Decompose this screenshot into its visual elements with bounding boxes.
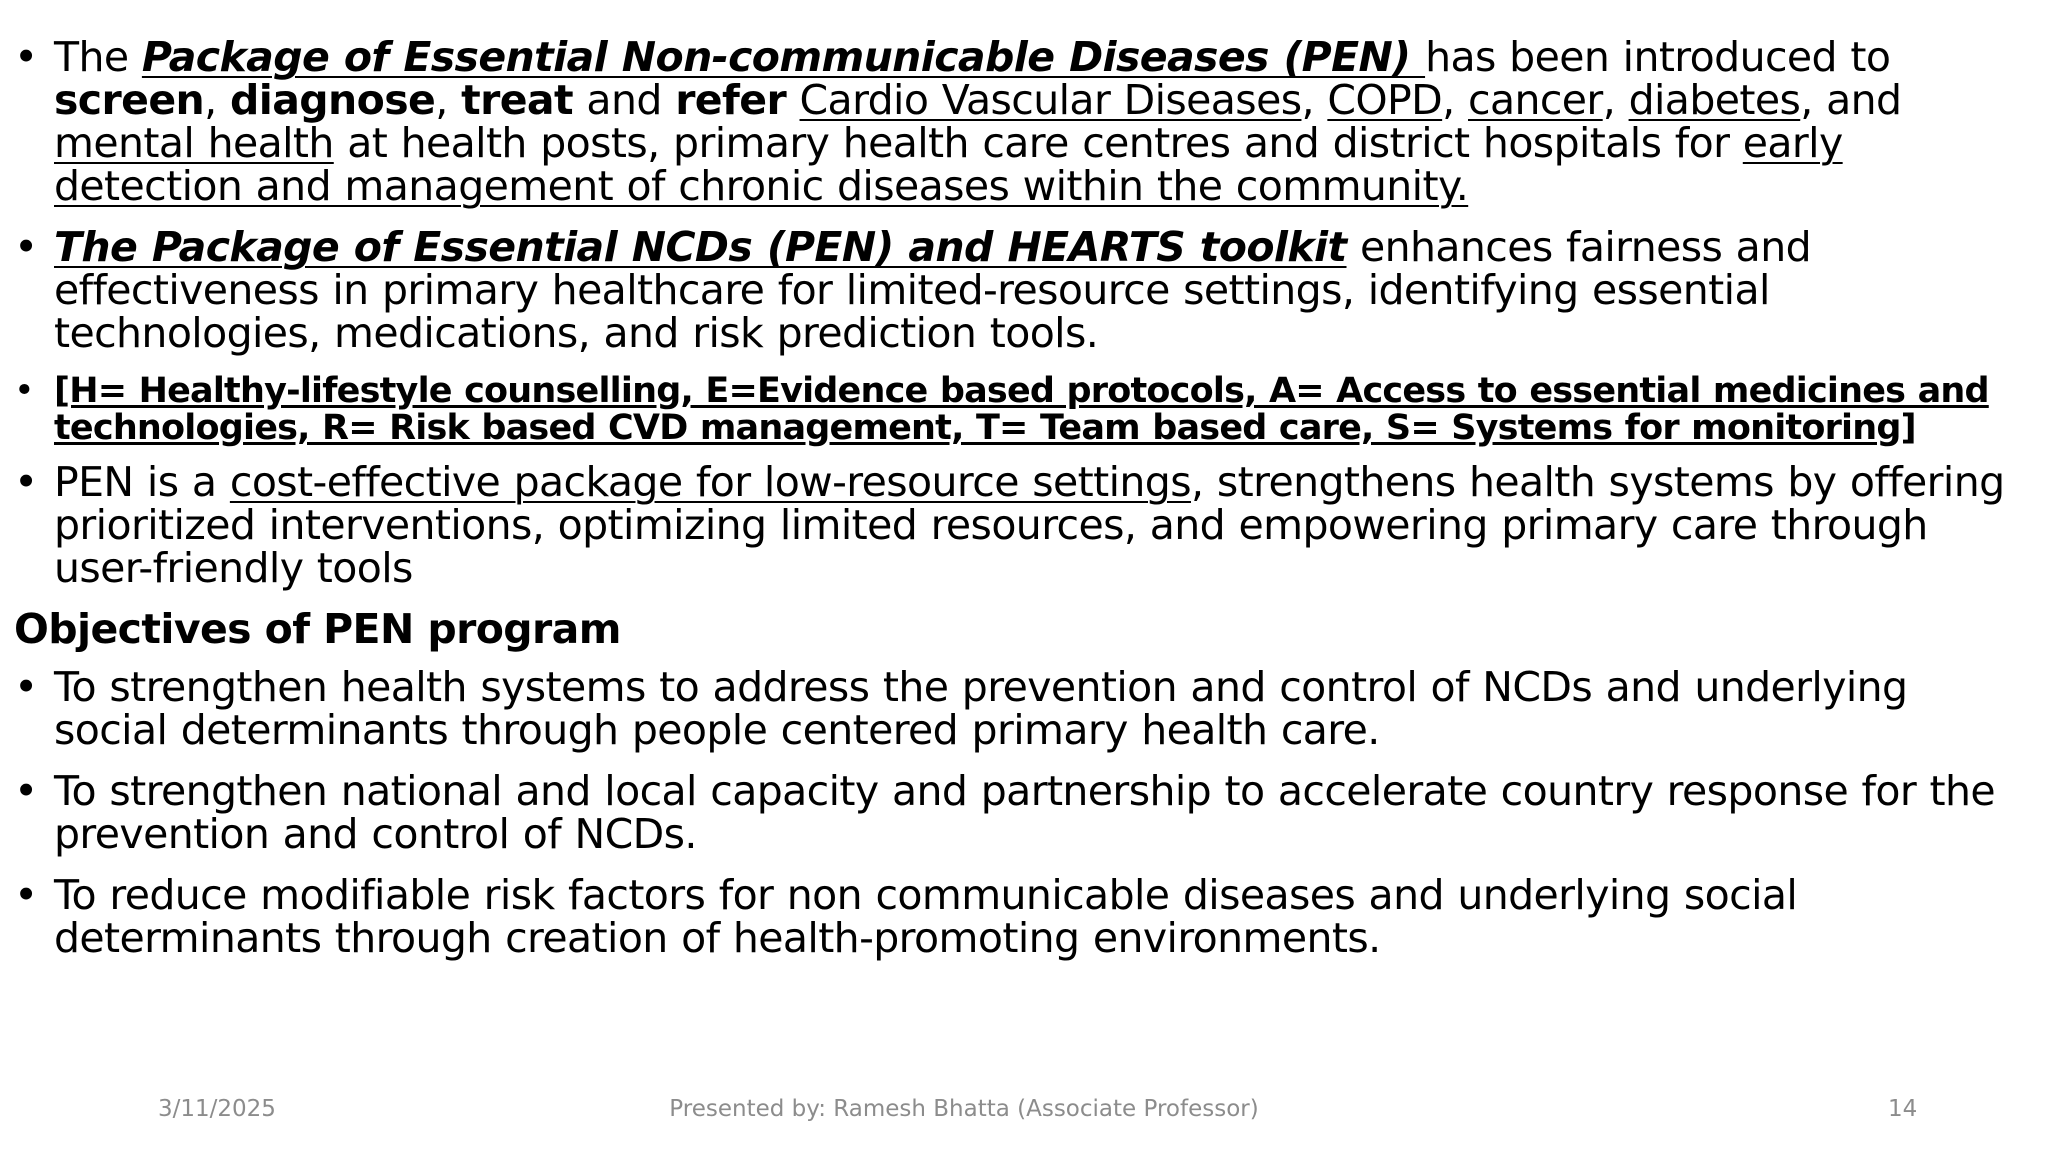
bullet-marker: • bbox=[14, 33, 38, 81]
pen-name: Package of Essential Non-communicable Diseases (PEN) bbox=[141, 33, 1426, 81]
bullet-marker: • bbox=[14, 458, 38, 506]
bullet-pen-intro bbox=[14, 33, 2034, 210]
bullet-marker: • bbox=[14, 871, 38, 919]
bullet-marker: • bbox=[14, 663, 38, 711]
objective-item bbox=[14, 767, 2034, 858]
footer-date: 3/11/2025 bbox=[158, 1096, 276, 1122]
bullet-text: The Package of Essential Non-communicable Diseases (PEN) has been introduced to screen, diagnose, treat and refer Cardio Vascular Diseases, COPD, cancer, diabetes, and mental health at health posts, primary health care centres and district hospitals for early detection and management of chronic diseases within the community. bbox=[54, 33, 1902, 210]
toolkit-name: The Package of Essential NCDs (PEN) and HEARTS toolkit bbox=[54, 223, 1347, 271]
objective-text: To reduce modifiable risk factors for non communicable diseases and underlying social determinants through creation of health-promoting environments. bbox=[54, 871, 1798, 962]
slide-body bbox=[14, 33, 2034, 978]
bullet-hearts-definition bbox=[14, 373, 2034, 447]
bullet-marker: • bbox=[14, 371, 34, 411]
objectives-heading: Objectives of PEN program bbox=[14, 605, 621, 653]
bullet-text: PEN is a cost-effective package for low-resource settings, strengthens health systems by offering prioritized interventions, optimizing limited resources, and empowering primary care through user-friendly tools bbox=[54, 458, 2005, 592]
objective-item bbox=[14, 871, 2034, 962]
bullet-marker: • bbox=[14, 767, 38, 815]
bullet-text: The Package of Essential NCDs (PEN) and HEARTS toolkit enhances fairness and effectiveness in primary healthcare for limited-resource settings, identifying essential technologies, medications, and risk prediction tools. bbox=[54, 223, 1811, 357]
bullet-pen-cost-effective bbox=[14, 458, 2034, 592]
objective-text: To strengthen national and local capacity and partnership to accelerate country response for the prevention and control of NCDs. bbox=[54, 767, 1996, 858]
bullet-marker: • bbox=[14, 223, 38, 271]
objective-item bbox=[14, 663, 2034, 754]
bullet-hearts-toolkit bbox=[14, 223, 2034, 357]
bullet-text: [H= Healthy-lifestyle counselling, E=Evidence based protocols, A= Access to essential medicines and technologies, R= Risk based CVD management, T= Team based care, S= Systems for monitoring] bbox=[54, 371, 1989, 448]
footer-page-number: 14 bbox=[1888, 1096, 1918, 1122]
footer-presenter: Presented by: Ramesh Bhatta (Associate Professor) bbox=[669, 1096, 1259, 1122]
objective-text: To strengthen health systems to address the prevention and control of NCDs and underlying social determinants through people centered primary health care. bbox=[54, 663, 1908, 754]
